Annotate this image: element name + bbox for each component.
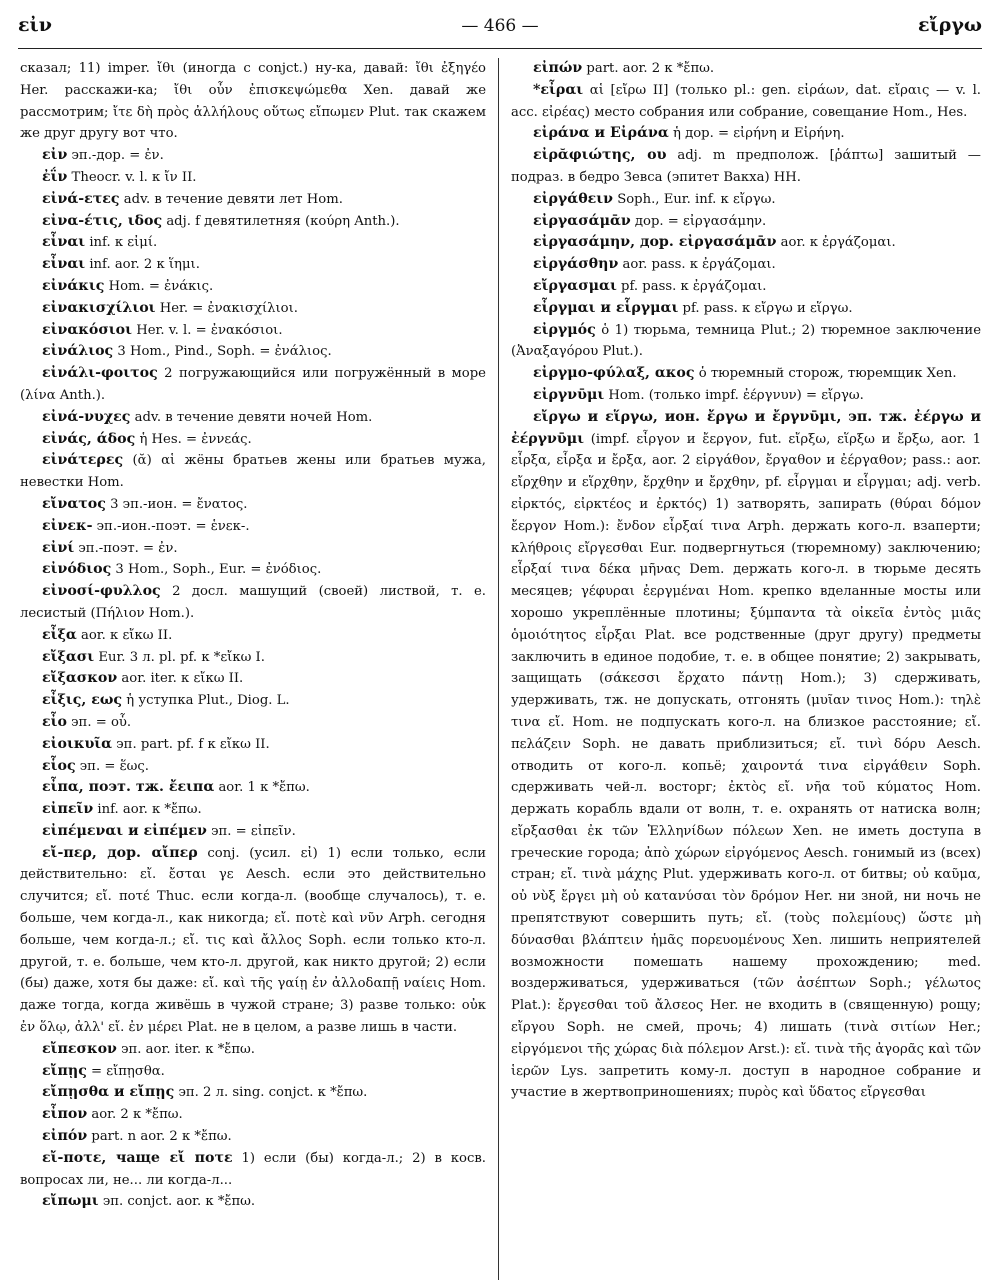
entry-headword: εἴπεσκον (42, 1040, 117, 1057)
entry-text: Her. v. l. = ἐνακόσιοι. (132, 322, 283, 338)
entry-headword: εἴργω и εἵργω, ион. ἔργω и ἔργνῡμι, эп. тж. ἐέργω и ἐέργνῡμι (511, 408, 981, 447)
dictionary-entry (20, 145, 486, 167)
dictionary-entry (20, 1082, 486, 1104)
dictionary-entry (20, 538, 486, 560)
entry-text: 2 погружающийся или погружённый в море (λίνα Anth.). (20, 366, 486, 403)
entry-headword: εἰπών (533, 60, 583, 76)
entry-headword: εἰοικυῖα (42, 735, 113, 752)
dictionary-entry (511, 211, 981, 233)
entry-text: adv. в течение девяти лет Hom. (119, 191, 343, 207)
entry-headword: εἴ-περ, дор. αἴπερ (42, 844, 198, 861)
entry-text: (impf. εἶργον и ἔεργον, fut. εἴρξω, εἵρξω и ἔρξω, aor. 1 εἶρξα, εἷρξα и ἔρξα, aor. 2 εἰργάθον, ἔργαθον и ἐέργαθον; pass.: aor. εἴρχθην и εἵρχθην, ἔρχθην и ἔρχθην, pf. εἶργμαι и εἷργμαι; adj. verb. εἰρκτός, εἰρκτέος и ἐρκτός) 1) затворять, запирать (θύραι δόμον ἔεργον Hom.): ἔνδον εἶρξαί τινα Arph. держать кого-л. взаперти; κλήθροις εἴργεσθαι Eur. подвергнуться (тюремному) заключению; εἶρξαί τινα δέκα μῆνας Dem. держать кого-л. в тюрьме десять месяцев; γέφυραι ἐεργμέναι Hom. крепко вделанные мосты или хорошо укреплённые плотины; ξύμπαντα τὰ οἰκεῖα ἐντὸς μιᾶς ὁμοιότητος εἶρξαι Plat. все родственные (друг другу) предметы заключить в единое подобие, т. е. в общее понятие; 2) закрывать, защищать (σάκεσσι ἔρχατο πάντῃ Hom.); 3) сдерживать, удерживать, тж. не допускать, отгонять (μυῖαν τινος Hom.): τηλὲ τινα εἴ. Hom. не подпускать кого-л. на близкое расстояние; εἴ. πελάζειν Soph. не давать приблизиться; εἴ. τινὶ δόρυ Aesch. отводить от кого-л. копьё; χαιροντά τινα εἰργάθειν Soph. сдерживать чей-л. восторг; ἐκτὸς εἴ. νῆα τοῦ κύματος Hom. держать корабль вдали от волн, т. е. охранять от натиска волн; εἴρξασθαι ἐκ τῶν Ἑλληνίδων πόλεων Xen. не иметь доступа в греческие города; ἀπὸ χώρων εἰργόμενος Aesch. гонимый из (всех) стран; εἴ. τινὰ μάχης Plut. удерживать кого-л. от битвы; οὐ καῦμα, οὐ νὺξ ἔργει μὴ οὐ κατανύσαι τὸν δρόμον Her. ни зной, ни ночь не препятствуют совершить путь; εἴ. (τοὺς πολεμίους) ὥστε μὴ δύνασθαι βλάπτειν ἡμᾶς πορευομένους Xen. лишить неприятелей возможности помешать нашему прохождению; med. воздерживаться, удерживаться (τῶν ἀσέπτων Soph.; γέλωτος Plat.): ἔργεσθαι τοῦ ἄλσεος Her. не входить в (священную) рощу; εἴργου Soph. не смей, прочь; 4) лишать (τινὰ σιτίων Her.; εἰργόμενοι τῆς χώρας διὰ πόλεμον Arst.): εἴ. τινὰ τῆς ἀγορᾶς καὶ τῶν ἱερῶν Lys. запретить кому-л. доступ в народное собрание и участие в жертвоприношениях; πυρὸς καὶ ὕδατος εἴργεσθαι (511, 431, 981, 1101)
entry-text: 3 Hom., Soph., Eur. = ἐνόδιος. (111, 562, 322, 578)
entry-text: pf. pass. к εἴργω и εἵργω. (678, 300, 853, 316)
entry-headword: εἰνόδιος (42, 561, 112, 578)
entry-headword: εἷος (42, 757, 76, 774)
entry-text: эп. = οὗ. (66, 714, 132, 730)
entry-headword: εἰνακόσιοι (42, 321, 133, 338)
entry-headword: ἐΐν (42, 168, 68, 185)
entry-text: conj. (усил. εἰ) 1) если только, если действительно: εἴ. ἔσται γε Aesch. если это действительно случится; εἴ. ποτέ Thuc. если когда-л. (вообще случалось), т. е. больше, чем когда-л., как никогда; εἴ. ποτὲ καὶ νῦν Arph. сегодня больше, чем когда-л.; εἴ. τις καὶ ἄλλος Soph. если только кто-л. другой, т. е. больше, чем кто-л. другой, как никто другой; 2) если (бы) даже, хотя бы даже: εἴ. καὶ τῆς γαίῃ ἐν ἀλλοδαπῇ ναίεις Hom. даже тогда, когда живёшь в чужой стране; 3) разве только: οὐκ ἐν ὅλῳ, ἀλλ' εἴ. ἐν μέρει Plat. не в целом, а разве лишь в части. (20, 845, 486, 1036)
entry-text: ἡ Hes. = ἐννεάς. (135, 431, 252, 447)
dictionary-entry (20, 276, 486, 298)
entry-headword: εἰνάτερες (42, 452, 124, 469)
dictionary-entry (20, 58, 486, 145)
right-column (511, 58, 981, 1280)
entry-text: ἡ уступка Plut., Diog. L. (122, 693, 290, 709)
entry-headword: εἶο (42, 713, 67, 730)
entry-headword: εἰνάλι-φοιτος (42, 365, 158, 382)
dictionary-entry (511, 189, 981, 211)
dictionary-entry (20, 189, 486, 211)
entry-headword: εἰράνα и Εἰράνα (533, 125, 669, 142)
entry-text: (ᾰ) αἱ жёны братьев жены или братьев мужа, невестки Hom. (20, 453, 486, 491)
dictionary-entry (511, 145, 981, 189)
entry-headword: εἰργάσθην (533, 256, 619, 273)
entry-text: adv. в течение девяти ночей Hom. (130, 409, 373, 425)
header-right-guideword: εἴργω (917, 14, 982, 36)
entry-text: adj. m предполож. [ῥάπτω] зашитый — подраз. в бедро Зевса (эпитет Вакха) HH. (511, 148, 981, 185)
dictionary-entry (20, 734, 486, 756)
dictionary-entry (20, 1126, 486, 1148)
page-number: — 466 — (461, 16, 539, 36)
dictionary-entry (511, 80, 981, 124)
entry-text: aor. 1 к *ἔπω. (214, 780, 310, 796)
entry-text: эп.-поэт. = ἐν. (74, 540, 178, 556)
entry-headword: εἰργασάμᾱν (533, 212, 631, 229)
entry-headword: εἴργασμαι (533, 277, 617, 294)
page-header (18, 8, 982, 49)
entry-text: сказал; 11) imper. ἴθι (иногда с conjct.) ну-ка, давай: ἴθι ἐξηγέο Her. расскажи-ка; ἴθι οὖν ἐπισκεψώμεθα Xen. давай же рассмотрим; ἴτε δὴ πρὸς ἀλλήλους οὕτως εἴπωμεν Plut. так скажем же друг другу вот что. (20, 61, 486, 142)
dictionary-entry (20, 254, 486, 276)
entry-headword: εἴξασκον (42, 670, 118, 687)
entry-headword: εἰνάκις (42, 277, 105, 294)
entry-headword: εἴπῃσθα и εἴπῃς (42, 1084, 175, 1101)
entry-text: ὁ тюремный сторож, тюремщик Xen. (694, 366, 957, 382)
dictionary-entry (20, 1148, 486, 1192)
entry-text: дор. = εἰργασάμην. (630, 213, 767, 229)
entry-text: Her. = ἐνακισχίλιοι. (155, 300, 298, 316)
entry-headword: εἰνακισχίλιοι (42, 299, 156, 316)
dictionary-entry (20, 843, 486, 1039)
entry-headword: εἶξις, εως (42, 692, 123, 709)
dictionary-entry (20, 647, 486, 669)
entry-text: 3 Hom., Pind., Soph. = ἐνάλιος. (113, 344, 332, 360)
entry-headword: εἶπα, поэт. тж. ἔειπα (42, 779, 215, 796)
entry-text: ἡ дор. = εἰρήνη и Εἰρήνη. (668, 126, 845, 142)
entry-text: эп. aor. iter. к *ἔπω. (116, 1041, 255, 1057)
dictionary-entry (511, 232, 981, 254)
entry-text: Soph., Eur. inf. к εἴργω. (613, 191, 776, 207)
entry-headword: εἰνα-έτις, ιδος (42, 212, 163, 229)
entry-text: αἱ [εἴρω II] (только pl.: gen. εἰράων, dat. εἴραις — v. l. acc. εἰρέας) место собрания или собрание, совещание Hom., Hes. (511, 82, 981, 120)
dictionary-entry (20, 407, 486, 429)
entry-text: aor. к ἐργάζομαι. (776, 235, 896, 251)
dictionary-entry (511, 254, 981, 276)
entry-headword: εἰνά-νυχες (42, 408, 131, 425)
entry-text: aor. iter. к εἴκω II. (117, 671, 244, 687)
entry-text: эп.-дор. = ἐν. (67, 148, 164, 164)
entry-text: aor. pass. к ἐργάζομαι. (618, 257, 776, 273)
entry-headword: εἰπέμεναι и εἰπέμεν (42, 822, 207, 839)
entry-headword: εἶξα (42, 626, 77, 643)
dictionary-entry (20, 363, 486, 407)
entry-text: Eur. 3 л. pl. pf. к *εἴκω I. (94, 649, 265, 665)
entry-headword: εἰργάθειν (533, 190, 614, 207)
entry-text: Theocr. v. l. к ἴν II. (67, 169, 197, 185)
entry-text: 3 эп.-ион. = ἔνατος. (105, 496, 248, 512)
entry-text: эп.-ион.-поэт. = ἑνεκ-. (92, 518, 250, 534)
entry-text: inf. aor. 2 к ἵημι. (85, 257, 200, 273)
dictionary-entry (20, 668, 486, 690)
entry-headword: εἰνοσί-φυλλος (42, 583, 161, 600)
entry-text: эп. 2 л. sing. conjct. к *ἔπω. (174, 1085, 368, 1101)
dictionary-entry (511, 320, 981, 364)
dictionary-entry (20, 298, 486, 320)
entry-text: эп. conjct. aor. к *ἔπω. (98, 1194, 256, 1210)
entry-headword: εἰργμο-φύλαξ, ακος (533, 365, 695, 382)
header-left-guideword: εἰν (18, 14, 52, 36)
entry-text: эп. = ἕως. (75, 758, 149, 774)
dictionary-entry (20, 712, 486, 734)
dictionary-entry (511, 58, 981, 80)
entry-headword: εἰνεκ- (42, 517, 93, 534)
dictionary-entry (20, 690, 486, 712)
entry-headword: εἰργμός (533, 321, 596, 338)
dictionary-entry (20, 1104, 486, 1126)
entry-headword: εἶναι (42, 256, 86, 273)
entry-text: = εἴπῃσθα. (86, 1063, 165, 1079)
dictionary-entry (20, 1061, 486, 1083)
dictionary-entry (20, 211, 486, 233)
dictionary-entry (511, 407, 981, 1105)
dictionary-entry (20, 1191, 486, 1213)
dictionary-entry (20, 777, 486, 799)
entry-text: pf. pass. к ἐργάζομαι. (616, 278, 767, 294)
entry-text: inf. aor. к *ἔπω. (93, 802, 202, 818)
dictionary-entry (20, 450, 486, 494)
entry-text: part. n aor. 2 к *ἔπω. (87, 1129, 232, 1145)
dictionary-entry (20, 320, 486, 342)
dictionary-entry (20, 581, 486, 625)
dictionary-entry (20, 429, 486, 451)
entry-headword: εἴπῃς (42, 1062, 87, 1079)
dictionary-entry (511, 363, 981, 385)
entry-headword: εἰν (42, 147, 68, 164)
entry-text: aor. к εἴκω II. (76, 627, 173, 643)
dictionary-entry (20, 494, 486, 516)
dictionary-entry (511, 385, 981, 407)
entry-headword: εἰνά-ετες (42, 190, 120, 207)
entry-headword: εἴ-ποτε, чаще εἴ ποτε (42, 1149, 233, 1166)
entry-text: эп. = εἰπεῖν. (206, 823, 296, 839)
entry-headword: εἶπον (42, 1106, 88, 1123)
dictionary-entry (20, 1039, 486, 1061)
entry-headword: εἴπωμι (42, 1193, 99, 1210)
entry-headword: εἰρᾰφιώτης, ου (533, 147, 667, 164)
entry-text: 1) если (бы) когда-л.; 2) в косв. вопросах ли, не... ли когда-л... (20, 1150, 486, 1188)
entry-text: inf. к εἰμί. (85, 235, 158, 251)
entry-headword: εἰπόν (42, 1128, 88, 1145)
entry-headword: εἰνάς, άδος (42, 430, 136, 447)
column-divider (498, 58, 499, 1280)
entry-text: ὁ 1) тюрьма, темница Plut.; 2) тюремное заключение (Ἀναξαγόρου Plut.). (511, 322, 981, 360)
entry-text: aor. 2 к *ἔπω. (87, 1107, 183, 1123)
entry-headword: εἰνάλιος (42, 343, 114, 360)
entry-headword: εἶναι (42, 234, 86, 251)
entry-text: 2 досл. машущий (своей) листвой, т. е. лесистый (Πήλιον Hom.). (20, 584, 486, 621)
dictionary-entry (511, 298, 981, 320)
entry-text: эп. part. pf. f к εἴκω II. (112, 736, 270, 752)
dictionary-entry (20, 559, 486, 581)
left-column (20, 58, 486, 1280)
entry-headword: εἴνατος (42, 495, 106, 512)
entry-text: part. aor. 2 к *ἔπω. (582, 61, 715, 76)
entry-text: Hom. (только impf. ἐέργνυν) = εἴργω. (604, 387, 864, 403)
dictionary-entry (20, 167, 486, 189)
entry-headword: εἶργμαι и εἷργμαι (533, 299, 679, 316)
dictionary-entry (20, 341, 486, 363)
entry-headword: εἰπεῖν (42, 801, 94, 818)
entry-headword: *εἶραι (533, 81, 584, 98)
dictionary-entry (20, 232, 486, 254)
entry-headword: εἰνί (42, 539, 75, 556)
dictionary-entry (20, 821, 486, 843)
dictionary-entry (20, 516, 486, 538)
dictionary-entry (20, 799, 486, 821)
entry-headword: εἰργνῡμι (533, 386, 605, 403)
entry-text: Hom. = ἐνάκις. (104, 278, 214, 294)
entry-headword: εἰργασάμην, дор. εἰργασάμᾱν (533, 234, 777, 251)
dictionary-entry (511, 123, 981, 145)
dictionary-entry (20, 756, 486, 778)
dictionary-entry (511, 276, 981, 298)
entry-text: adj. f девятилетняя (κούρη Anth.). (162, 213, 400, 229)
entry-headword: εἴξασι (42, 648, 95, 665)
dictionary-entry (20, 625, 486, 647)
